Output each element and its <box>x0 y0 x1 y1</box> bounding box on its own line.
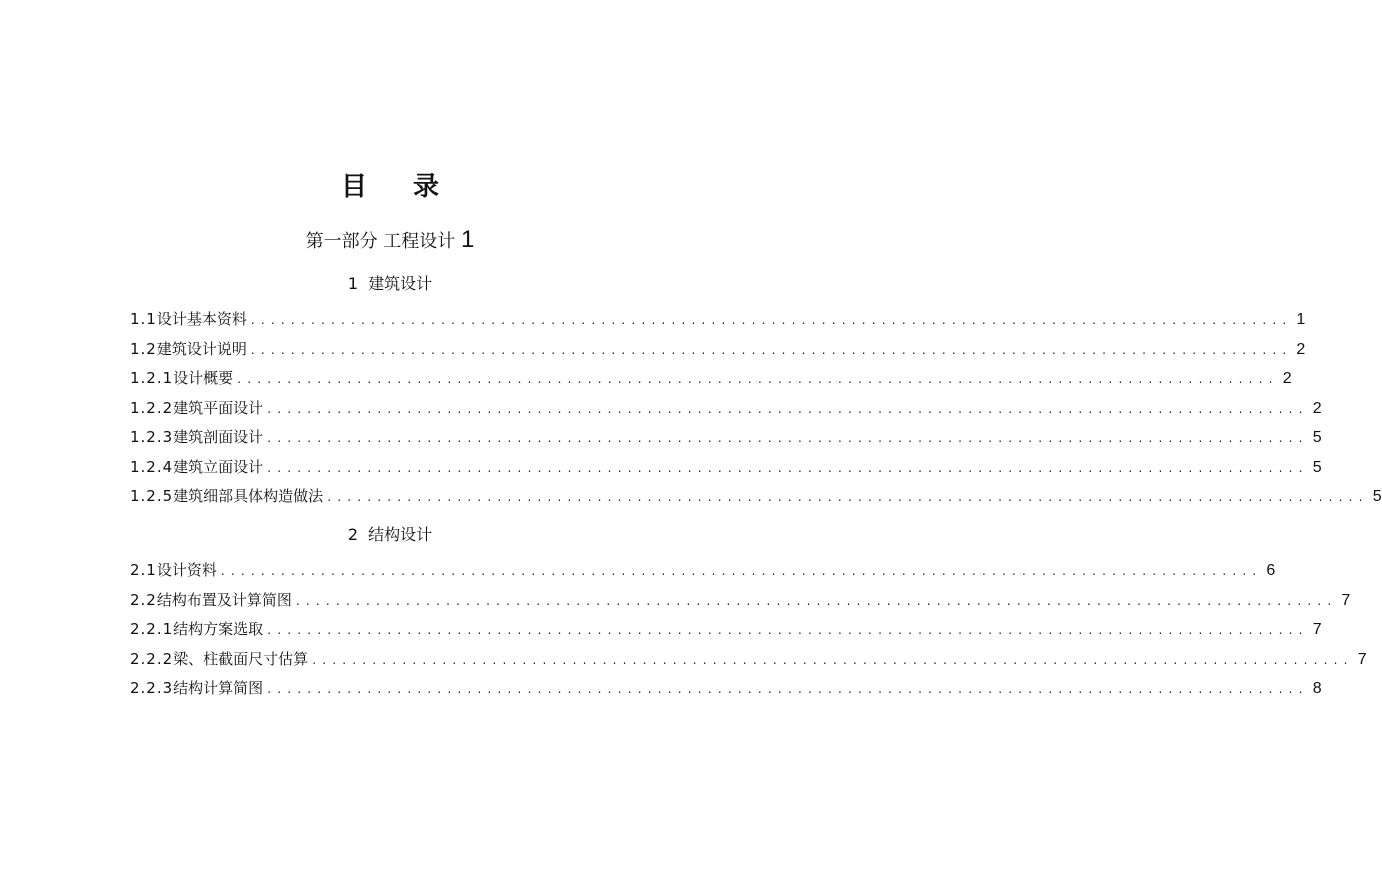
dot-leader: ........................................................................................................ <box>267 623 1309 637</box>
dot-leader: ........................................................................................................ <box>267 402 1309 416</box>
toc-entry-number: 1.2.4 <box>130 458 174 476</box>
toc-entry-number: 2.2.1 <box>130 620 174 638</box>
section-number: 2 <box>347 525 359 544</box>
toc-entry-title: 设计基本资料 <box>156 310 247 328</box>
toc-entry-page: 7 <box>1312 621 1322 638</box>
page-title <box>0 166 780 203</box>
toc-entry-number: 2.1 <box>130 561 157 579</box>
toc-entry[interactable] <box>130 485 1382 507</box>
title-char-right: 录 <box>413 172 440 202</box>
dot-leader: ........................................................................................................ <box>250 343 1293 357</box>
section-title: 建筑设计 <box>368 274 433 293</box>
toc-entry-page: 1 <box>1296 311 1306 328</box>
toc-entry-page: 5 <box>1312 459 1322 476</box>
toc-entry-title: 建筑细部具体构造做法 <box>173 487 324 505</box>
toc-entry-number: 1.2.3 <box>130 428 174 446</box>
toc-entry-page: 2 <box>1282 370 1292 387</box>
toc-entry-title: 梁、柱截面尺寸估算 <box>173 650 309 668</box>
toc-entry[interactable] <box>130 648 1367 670</box>
dot-leader: ........................................................................................................ <box>267 431 1309 445</box>
section-number: 1 <box>347 274 359 293</box>
toc-entry-page: 8 <box>1312 680 1322 697</box>
dot-leader: ........................................................................................................ <box>267 461 1309 475</box>
section-heading-2 <box>0 522 780 545</box>
toc-entry[interactable] <box>130 456 1322 478</box>
dot-leader: ........................................................................................................ <box>327 490 1369 504</box>
dot-leader: ........................................................................................................ <box>220 564 1263 578</box>
toc-entry-title: 建筑设计说明 <box>156 340 247 358</box>
toc-entry-page: 6 <box>1266 562 1276 579</box>
toc-entry-page: 5 <box>1312 429 1322 446</box>
section-heading-1 <box>0 271 780 294</box>
toc-entry-title: 建筑平面设计 <box>173 399 264 417</box>
toc-entry[interactable] <box>130 338 1306 360</box>
dot-leader: ........................................................................................................ <box>237 372 1279 386</box>
toc-entry-page: 2 <box>1312 400 1322 417</box>
dot-leader: ........................................................................................................ <box>312 653 1354 667</box>
toc-entry-page: 7 <box>1357 651 1367 668</box>
toc-entry[interactable] <box>130 397 1322 419</box>
toc-entry-number: 1.2 <box>130 340 157 358</box>
toc-entry-number: 1.2.5 <box>130 487 174 505</box>
part-label: 第一部分 工程设计 <box>305 231 456 252</box>
toc-entry-number: 1.1 <box>130 310 157 328</box>
toc-entry-title: 设计概要 <box>173 369 234 387</box>
toc-entry-number: 2.2.3 <box>130 679 174 697</box>
toc-entry-number: 2.2.2 <box>130 650 174 668</box>
toc-entry[interactable] <box>130 559 1276 581</box>
toc-entry-page: 7 <box>1341 592 1351 609</box>
section-title: 结构设计 <box>368 525 433 544</box>
dot-leader: ........................................................................................................ <box>267 682 1309 696</box>
toc-entry[interactable] <box>130 618 1322 640</box>
toc-entry-title: 建筑立面设计 <box>173 458 264 476</box>
toc-entry-title: 建筑剖面设计 <box>173 428 264 446</box>
dot-leader: ........................................................................................................ <box>250 313 1293 327</box>
toc-entry-title: 设计资料 <box>156 561 217 579</box>
part-number: 1 <box>461 226 475 253</box>
part-heading <box>0 226 780 254</box>
toc-entry-title: 结构计算简图 <box>173 679 264 697</box>
toc-entry[interactable] <box>130 589 1351 611</box>
toc-entry[interactable] <box>130 308 1306 330</box>
toc-entry-number: 1.2.2 <box>130 399 174 417</box>
toc-entry-title: 结构方案选取 <box>173 620 264 638</box>
toc-entry[interactable] <box>130 426 1322 448</box>
toc-entry[interactable] <box>130 677 1322 699</box>
toc-entry-page: 5 <box>1372 488 1382 505</box>
title-char-left: 目 <box>340 172 367 202</box>
toc-entry[interactable] <box>130 367 1292 389</box>
toc-entry-number: 1.2.1 <box>130 369 174 387</box>
toc-entry-title: 结构布置及计算简图 <box>156 591 292 609</box>
toc-entry-page: 2 <box>1296 341 1306 358</box>
toc-entry-number: 2.2 <box>130 591 157 609</box>
dot-leader: ........................................................................................................ <box>295 594 1338 608</box>
